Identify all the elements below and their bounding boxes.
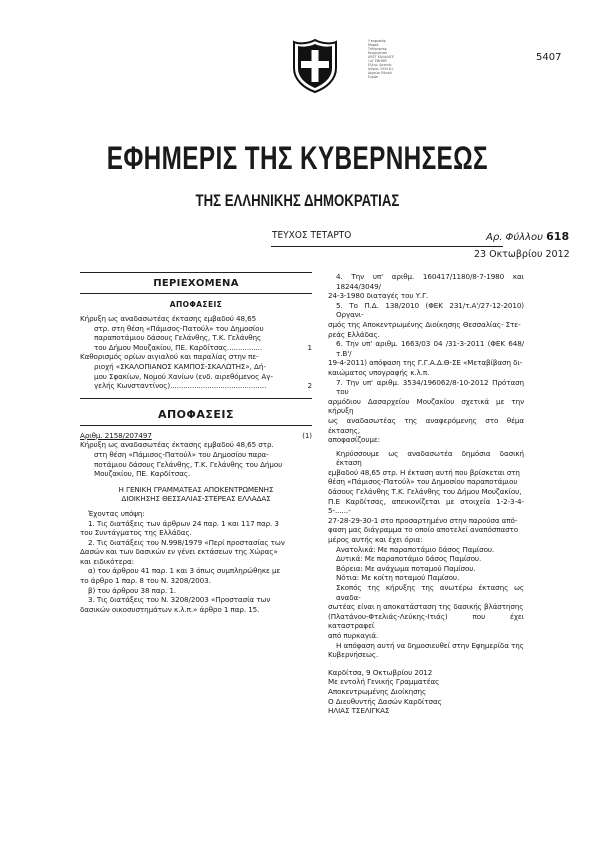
- paragraph-5: [328, 301, 524, 339]
- para-line: 3. Τις διατάξεις του Ν. 3208/2003 «Προστασία των: [88, 595, 271, 605]
- para-line: 4. Την υπ' αριθμ. 160417/1180/8-7-1980 και 18244/3049/: [336, 272, 524, 291]
- para-line: (Πλατάνου-Φτελιάς-Λεύκης-Ιτιάς) που έχει καταστραφεί: [328, 611, 524, 631]
- paragraph-1: [80, 519, 312, 538]
- para-line: Κηρύσσουμε ως αναδασωτέα δημόσια δασική έκταση: [336, 448, 524, 468]
- para-line: 24-3-1980 διαταγές του Υ.Γ.: [328, 291, 429, 301]
- subject-line: Κήρυξη ως αναδασωτέας έκτασης εμβαδού 48,65 στρ.: [80, 440, 274, 450]
- para-line: δάσους Γελάνθης Τ.Κ. Γελάνθης του Δήμου Μουζακίου,: [328, 487, 522, 497]
- gazette-title: ΕΦΗΜΕΡΙΣ ΤΗΣ ΚΥΒΕΡΝΗΣΕΩΣ: [106, 140, 489, 176]
- entry-page: 1: [307, 342, 312, 352]
- para-line: από πυρκαγιά.: [328, 630, 379, 640]
- paragraph-4: [328, 272, 524, 301]
- header-rule: [271, 246, 503, 247]
- paragraph-6: [328, 339, 524, 377]
- entry-line: μου Σφακίων, Νομού Χανίων (ενδ. αιρεθόμενος Αγ-: [94, 371, 273, 381]
- issuing-authority: [80, 485, 312, 504]
- issue-date: 23 Οκτωβρίου 2012: [474, 249, 570, 260]
- signatory-name: ΗΛΙΑΣ ΤΣΕΛΙΓΚΑΣ: [328, 706, 390, 716]
- decisions-rule: [80, 425, 312, 426]
- stamp-line: Ευρώπ: [368, 75, 379, 79]
- entry-last-line: [80, 381, 312, 391]
- paragraph-2b: [80, 586, 312, 596]
- stamp-line: Ι ΔΓ ΣΜΗΝΜ: [368, 59, 387, 63]
- para-line: αποφασίζουμε:: [328, 435, 380, 445]
- gazette-subtitle: ΤΗΣ ΕΛΛΗΝΙΚΗΣ ΔΗΜΟΚΡΑΤΙΑΣ: [195, 192, 400, 210]
- paragraph-2: [80, 538, 312, 567]
- entry-line: Καθορισμός ορίων αιγιαλού και παραλίας στην πε-: [80, 352, 259, 362]
- para-line: ρεάς Ελλάδας.: [328, 329, 380, 339]
- para-line: 6. Την υπ' αριθμ. 1663/03 04 /31-3-2011 (ΦΕΚ 648/τ.Β'/: [336, 339, 524, 358]
- publication-paragraph: [328, 641, 524, 660]
- coat-of-arms-emblem: [292, 38, 338, 94]
- signature-line: Αποκεντρωμένης Διοίκησης: [328, 686, 427, 696]
- paragraph-3: [80, 595, 312, 614]
- page-number: 5407: [536, 52, 562, 63]
- sheet-number: [486, 230, 569, 243]
- stamp-line: θεωρημέναε: [368, 51, 388, 55]
- authority-line: Η ΓΕΝΙΚΗ ΓΡΑΜΜΑΤΕΑΣ ΑΠΟΚΕΝΤΡΩΜΕΝΗΣ: [118, 484, 274, 494]
- signature-line: Ο Διευθυντής Δασών Καρδίτσας: [328, 696, 442, 706]
- contents-rule-top: [80, 272, 312, 273]
- entry-line: ριοχή «ΣΚΑΛΟΠΙΑΝΟΣ ΚΑΜΠΟΣ-ΣΚΑΛΩΤΗΣ», Δή-: [94, 361, 266, 371]
- entry-last-line: [80, 343, 312, 353]
- stamp-line: Ιοΰνιος 1934 Β.Ι.: [368, 67, 394, 71]
- para-line: αρμόδιου Δασαρχείου Μουζακίου σχετικά με την κήρυξη: [328, 396, 524, 416]
- contents-section: ΑΠΟΦΑΣΕΙΣ: [169, 300, 223, 309]
- para-line: σμός της Αποκεντρωμένης Διοίκησης Θεσσαλίας- Στε-: [328, 319, 521, 329]
- decision-subject: [80, 440, 312, 478]
- para-line: καιώματος υπογραφής κ.λ.π.: [328, 367, 430, 377]
- paragraph-7: [328, 378, 524, 445]
- contents-rule: [80, 293, 312, 294]
- para-line: 5. Το Π.Δ. 138/2010 (ΦΕΚ 231/τ.Α'/27-12-2010) Οργανι-: [336, 300, 524, 320]
- issue-label: ΤΕΥΧΟΣ ΤΕΤΑΡΤΟ: [272, 230, 352, 241]
- para-line: α) του άρθρου 41 παρ. 1 και 3 όπως συμπληρώθηκε με: [88, 566, 281, 576]
- contents-heading: ΠΕΡΙΕΧΟΜΕΝΑ: [153, 278, 239, 289]
- para-line: Δασών και των δασικών εν γένει εκτάσεων της Χώρας»: [80, 547, 278, 557]
- para-line: εμβαδού 48,65 στρ. Η έκταση αυτή που βρίσκεται στη: [328, 467, 520, 477]
- boundary-west: Δυτικά: Με παραποτάμιο δάσος Παμίσου.: [336, 554, 482, 564]
- sheet-label: Αρ. Φύλλου: [486, 232, 543, 243]
- paragraph-2a: [80, 566, 312, 585]
- entry-line: παραποτάμιου δάσους Γελάνθης, Τ.Κ. Γελάνθης: [94, 333, 262, 343]
- stamp-line: Ελλην. Αρτικός: [368, 63, 392, 67]
- para-line: 2. Τις διατάξεις του Ν.998/1979 «Περί προστασίας των: [88, 537, 285, 547]
- boundary-north: Βόρεια: Με ανάχωμα ποταμού Παμίσου.: [336, 563, 476, 573]
- para-line: ως αναδασωτέας της αναφερόμενης στο θέμα έκτασης,: [328, 415, 524, 435]
- entry-line: γελής Κωνσταντίνος)............................................: [94, 381, 267, 391]
- para-line: Π.Ε Καρδίτσας, απεικονίζεται με στοιχεία 1-2-3-4-5-......-: [328, 496, 524, 516]
- para-line: 27-28-29-30-1 στο προσαρτημένο στην παρούσα από-: [328, 515, 518, 525]
- purpose-paragraph: [328, 583, 524, 641]
- left-paragraphs: [80, 519, 312, 615]
- stamp-line: Τεθηκεφτεφ: [368, 47, 387, 51]
- subject-line: ποτάμιου δάσους Γελάνθης, Τ.Κ. Γελάνθης του Δήμου: [94, 459, 283, 469]
- archive-stamp: [368, 39, 450, 79]
- stamp-line: Αρχείου Εθνικό: [368, 71, 392, 75]
- entry-line: στρ. στη θέση «Πάμισος-Πατούλ» του Δημοσίου: [94, 323, 264, 333]
- entry-line: του Δήμου Μουζακίου, ΠΕ. Καρδίτσας................: [94, 342, 263, 352]
- contents-entry-1: [80, 314, 312, 352]
- decision-number: Αριθμ. 2158/207497: [80, 430, 152, 440]
- para-line: β) του άρθρου 38 παρ. 1.: [88, 585, 177, 595]
- subject-line: Μουζακίου, ΠΕ. Καρδίτσας.: [94, 469, 191, 479]
- para-line: Σκοπός της κήρυξης της ανωτέρω έκτασης ως αναδα-: [336, 583, 524, 602]
- para-line: 7. Την υπ' αριθμ. 3534/196062/8-10-2012 Πρόταση του: [336, 377, 524, 397]
- para-line: του Συντάγματος της Ελλάδας.: [80, 528, 192, 538]
- sheet-value: 618: [546, 230, 570, 243]
- para-line: δασικών οικοσυστημάτων κ.λ.π.» άρθρο 1 παρ. 15.: [80, 604, 260, 614]
- para-line: και ειδικότερα:: [80, 556, 134, 566]
- signature-line: Με εντολή Γενικής Γραμματέας: [328, 677, 440, 687]
- para-line: 19-4-2011) απόφαση της Γ.Γ.Α.Δ.Θ-ΣΕ «Μεταβίβαση δι-: [328, 358, 523, 368]
- stamp-line: ΑΡΙΣΤ ΚΑΛΑΛΑΓΕ: [368, 55, 395, 59]
- subject-line: στη θέση «Πάμισος-Πατούλ» του Δημοσίου παρα-: [94, 449, 269, 459]
- contents-entry-2: [80, 352, 312, 390]
- entry-page: 2: [307, 381, 312, 391]
- para-line: μέρος αυτής και έχει όρια:: [328, 535, 423, 545]
- declaration-paragraph: [328, 449, 524, 545]
- having-regard: Έχοντας υπόψη:: [88, 508, 145, 518]
- authority-line: ΔΙΟΙΚΗΣΗΣ ΘΕΣΣΑΛΙΑΣ-ΣΤΕΡΕΑΣ ΕΛΛΑΔΑΣ: [121, 494, 271, 504]
- decision-ref: (1): [302, 430, 312, 440]
- para-line: θέση «Πάμισος-Πατούλ» του Δημοσίου παραποτάμιου: [328, 477, 518, 487]
- para-line: φαση μας διάγραμμα το οποίο αποτελεί αναπόσπαστο: [328, 525, 519, 535]
- boundary-east: Ανατολικά: Με παραποτάμιο δάσος Παμίσου.: [336, 544, 495, 554]
- boundary-south: Νότια: Με κοίτη ποταμού Παμίσου.: [336, 573, 460, 583]
- signature-place-date: Καρδίτσα, 9 Οκτωβρίου 2012: [328, 667, 433, 677]
- para-line: 1. Τις διατάξεις των άρθρων 24 παρ. 1 και 117 παρ. 3: [88, 518, 279, 528]
- para-line: σωτέας είναι η αποκατάσταση της δασικής βλάστησης: [328, 602, 524, 612]
- decisions-heading: ΑΠΟΦΑΣΕΙΣ: [157, 407, 235, 421]
- para-line: το άρθρο 1 παρ. 8 του Ν. 3208/2003.: [80, 576, 211, 586]
- para-line: Η απόφαση αυτή να δημοσιευθεί στην Εφημερίδα της: [336, 640, 524, 650]
- right-column: [328, 272, 524, 716]
- stamp-line: Υ ψηφιακέφ: [368, 39, 386, 43]
- entry-line: Κήρυξη ως αναδασωτέας έκτασης εμβαδού 48,65: [80, 314, 257, 323]
- signature-block: [328, 668, 524, 716]
- stamp-line: Μυφρά: [368, 43, 379, 47]
- decision-number-row: [80, 431, 312, 441]
- para-line: Κυβερνήσεως.: [328, 650, 379, 660]
- contents-rule-bottom: [80, 398, 312, 399]
- contents-block: [80, 272, 312, 614]
